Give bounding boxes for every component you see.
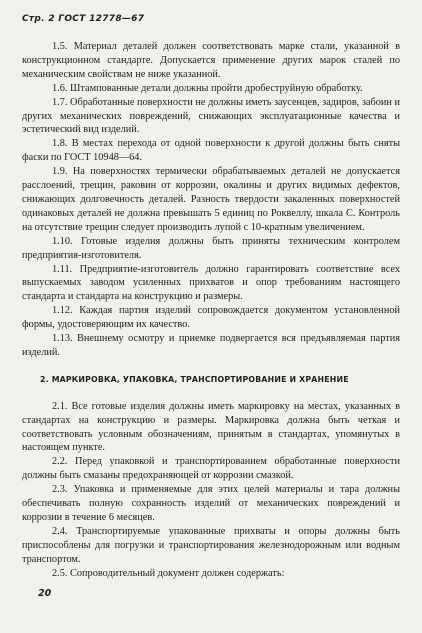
- paragraph-1-12: 1.12. Каждая партия изделий сопровождается документом установленной формы, удостоверяющим их качество.: [22, 305, 400, 331]
- paragraph-1-6: 1.6. Штампованные детали должны пройти дробеструйную обработку.: [52, 82, 363, 94]
- paragraph-1-7: 1.7. Обработанные поверхности не должны иметь заусенцев, задиров, забоин и других механических повреждений, снижающих эксплуатационные качества и эстетический вид изделий.: [22, 96, 400, 136]
- paragraph-2-1: 2.1. Все готовые изделия должны иметь маркировку на местах, указанных в стандартах на конструкцию и размеры. Маркировка должна быть четкая и соответствовать условным обозначениям, принятым в стандартах, упомянутых в настоящем пункте.: [22, 400, 400, 454]
- document-body: [22, 40, 400, 581]
- paragraph-1-9: 1.9. На поверхностях термически обрабатываемых деталей не допускается расслоений, трещин, раковин от коррозии, окалины и других видимых дефектов, снижающих долговечность деталей. Разность твердости закаленных поверхностей одинаковых деталей не должна превышать 5 единиц по Роквеллу, шкала С. Контроль на отсутствие трещин следует производить лупой с 10-кратным увеличением.: [22, 166, 400, 233]
- paragraph-1-5: 1.5. Материал деталей должен соответствовать марке стали, указанной в конструкционном стандарте. Допускается применение других марок сталей по механическим свойствам не ниже указанной.: [22, 41, 400, 80]
- paragraph-1-10: 1.10. Готовые изделия должны быть приняты техническим контролем предприятия-изготовителя.: [22, 235, 400, 261]
- paragraph-2-4: 2.4. Транспортируемые упакованные прихваты и опоры должны быть приспособлены для погрузки и транспортирования железнодорожным или водным транспортом.: [22, 525, 400, 565]
- paragraph-2-2: 2.2. Перед упаковкой и транспортированием обработанные поверхности должны быть смазаны предохраняющей от коррозии смазкой.: [22, 456, 400, 482]
- paragraph-2-5: 2.5. Сопроводительный документ должен содержать:: [52, 567, 285, 579]
- page-number: 20: [38, 587, 52, 599]
- paragraph-1-11: 1.11. Предприятие-изготовитель должно гарантировать соответствие всех выпускаемых заводом усиленных прихватов и опор требованиям настоящего стандарта и стандарта на конструкцию и размеры.: [22, 263, 400, 303]
- page-header: Стр. 2 ГОСТ 12778—67: [22, 14, 145, 24]
- section-title-marking: 2. МАРКИРОВКА, УПАКОВКА, ТРАНСПОРТИРОВАНИЕ И ХРАНЕНИЕ: [40, 374, 349, 384]
- paragraph-1-8: 1.8. В местах перехода от одной поверхности к другой должны быть сняты фаски по ГОСТ 10948—64.: [22, 138, 400, 164]
- paragraph-2-3: 2.3. Упаковка и применяемые для этих целей материалы и тара должны обеспечивать полную сохранность изделий от механических повреждений и коррозии в течение 6 месяцев.: [22, 484, 400, 523]
- paragraph-1-13: 1.13. Внешнему осмотру и приемке подвергается вся предъявляемая партия изделий.: [22, 333, 400, 358]
